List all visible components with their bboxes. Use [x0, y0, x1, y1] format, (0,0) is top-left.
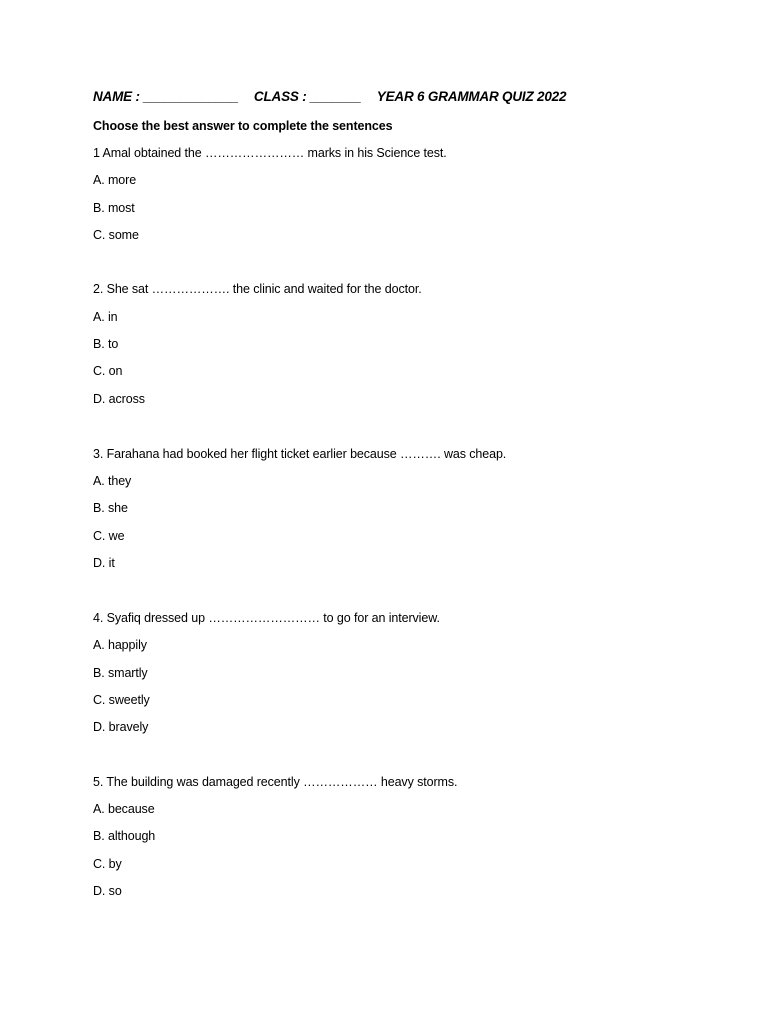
question-2-option-a: A. in: [93, 310, 118, 324]
question-2-text: 2. She sat ………………. the clinic and waited for the doctor.: [93, 282, 422, 296]
question-2-option-b: B. to: [93, 337, 119, 351]
class-field-label: CLASS : _______: [253, 89, 362, 104]
question-4-option-c: C. sweetly: [93, 693, 150, 707]
question-5-option-d: D. so: [93, 884, 122, 898]
instructions: Choose the best answer to complete the sentences: [93, 119, 393, 133]
question-4-option-d: D. bravely: [93, 720, 149, 734]
question-4-option-b: B. smartly: [93, 666, 148, 680]
question-5-option-b: B. although: [93, 829, 156, 843]
question-5-option-a: A. because: [93, 802, 155, 816]
question-2-option-c: C. on: [93, 364, 123, 378]
quiz-header: [93, 89, 566, 105]
question-3-option-a: A. they: [93, 474, 132, 488]
question-1-option-c: C. some: [93, 228, 139, 242]
question-4-option-a: A. happily: [93, 638, 147, 652]
question-3-option-b: B. she: [93, 501, 128, 515]
question-3-option-d: D. it: [93, 556, 115, 570]
question-3-option-c: C. we: [93, 529, 125, 543]
question-5-text: 5. The building was damaged recently ……………… heavy storms.: [93, 775, 458, 789]
question-3-text: 3. Farahana had booked her flight ticket earlier because ………. was cheap.: [93, 447, 507, 461]
question-5-option-c: C. by: [93, 857, 122, 871]
name-field-label: NAME : _____________: [93, 89, 239, 104]
question-1-option-a: A. more: [93, 173, 137, 187]
question-4-text: 4. Syafiq dressed up ……………………… to go for an interview.: [93, 611, 440, 625]
question-2-option-d: D. across: [93, 392, 145, 406]
question-1-option-b: B. most: [93, 201, 135, 215]
question-1-text: 1 Amal obtained the …………………… marks in his Science test.: [93, 146, 447, 160]
quiz-title: YEAR 6 GRAMMAR QUIZ 2022: [376, 89, 567, 104]
